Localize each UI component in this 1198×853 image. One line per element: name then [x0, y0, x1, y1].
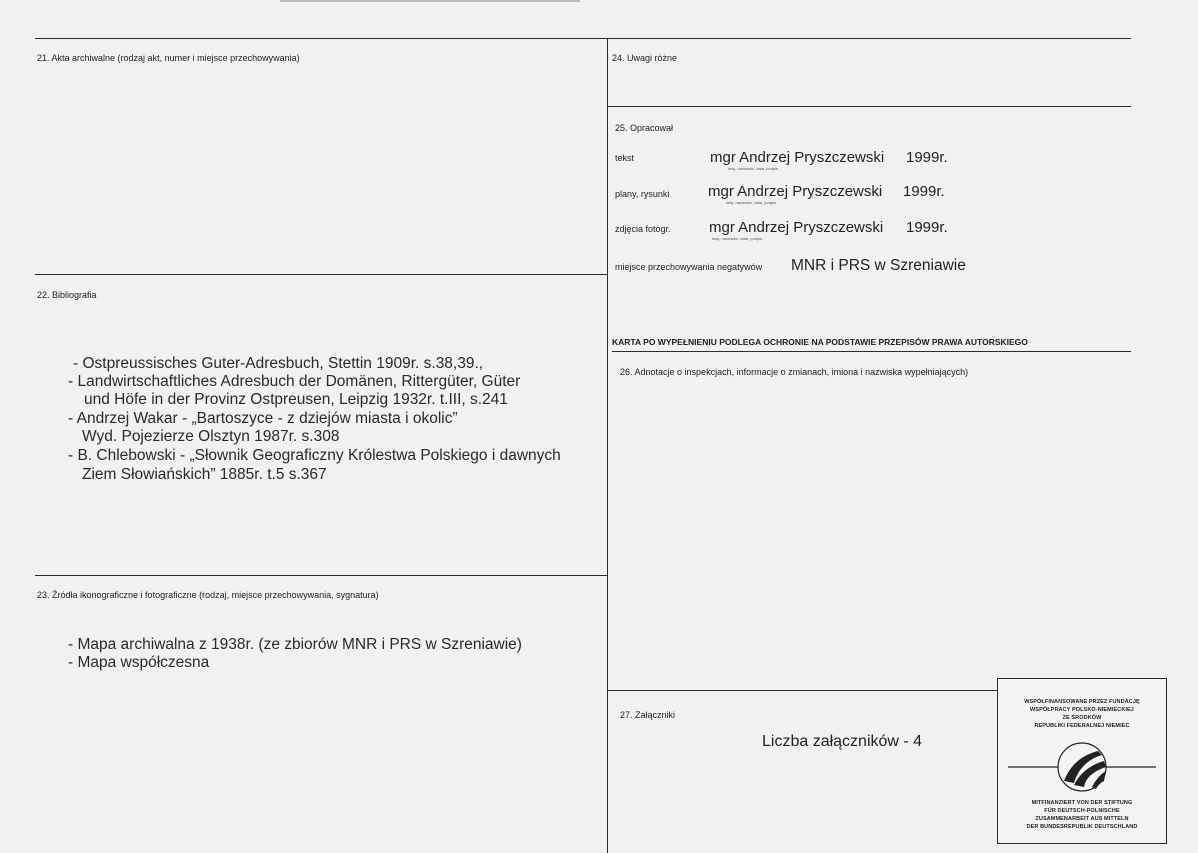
- copyright-notice: KARTA PO WYPEŁNIENIU PODLEGA OCHRONIE NA PODSTAWIE PRZEPISÓW PRAWA AUTORSKIEGO: [612, 337, 1028, 347]
- author-row-label: zdjęcia fotogr.: [615, 224, 671, 234]
- right-divider-copyright: [612, 351, 1131, 352]
- author-sublabel: imię, nazwisko, data, podpis: [726, 200, 777, 205]
- stamp-text-de: MITFINANZIERT VON DER STIFTUNG: [1031, 800, 1133, 806]
- stamp-text-de: FÜR DEUTSCH-POLNISCHE: [1044, 808, 1120, 814]
- negatives-location: MNR i PRS w Szreniawie: [791, 257, 966, 274]
- bibliography-line: und Höfe in der Provinz Ostpreusen, Leipzig 1932r. t.III, s.241: [84, 391, 508, 408]
- top-border: [35, 38, 1131, 39]
- right-divider-24-25: [607, 106, 1131, 107]
- author-name: mgr Andrzej Pryszczewski: [709, 219, 884, 236]
- author-sublabel: imię, nazwisko, data, podpis: [728, 166, 779, 171]
- bibliography-line: Ziem Słowiańskich” 1885r. t.5 s.367: [82, 466, 327, 483]
- stamp-text-de: DER BUNDESREPUBLIK DEUTSCHLAND: [1026, 824, 1138, 830]
- top-edge-mark: [280, 0, 580, 2]
- section-22-label: 22. Bibliografia: [37, 290, 97, 300]
- stamp-text-de: ZUSAMMENARBEIT AUS MITTELN: [1035, 816, 1129, 822]
- author-row-label: tekst: [615, 153, 635, 163]
- section-24-label: 24. Uwagi różne: [612, 53, 678, 63]
- bibliography-line: Wyd. Pojezierze Olsztyn 1987r. s.308: [82, 428, 340, 445]
- section-23-label: 23. Źródła ikonograficzne i fotograficzne (rodzaj, miejsce przechowywania, sygnatura): [37, 590, 379, 600]
- negatives-label: miejsce przechowywania negatywów: [615, 262, 763, 272]
- section-27-label: 27. Załączniki: [620, 710, 676, 720]
- author-year: 1999r.: [903, 183, 945, 200]
- foundation-stamp: [997, 678, 1167, 844]
- bibliography-line: - Ostpreussisches Guter-Adresbuch, Stettin 1909r. s.38,39.,: [73, 355, 484, 372]
- author-row-label: plany, rysunki: [615, 189, 670, 199]
- center-divider: [607, 38, 608, 853]
- left-divider-21-22: [35, 274, 608, 275]
- bibliography-line: - Andrzej Wakar - „Bartoszyce - z dziejów miasta i okolic”: [68, 410, 458, 427]
- right-divider-27: [607, 690, 997, 691]
- author-name: mgr Andrzej Pryszczewski: [708, 183, 883, 200]
- section-21-label: 21. Akta archiwalne (rodzaj akt, numer i miejsce przechowywania): [37, 53, 300, 63]
- author-year: 1999r.: [906, 219, 948, 236]
- stamp-text-pl: REPUBLIKI FEDERALNEJ NIEMIEC: [1034, 723, 1130, 729]
- stamp-text-pl: WSPÓŁFINANSOWANE PRZEZ FUNDACJĘ: [1024, 699, 1140, 705]
- stamp-text-pl: ZE ŚRODKÓW: [1062, 715, 1102, 721]
- attachments-count: Liczba załączników - 4: [762, 733, 923, 750]
- author-sublabel: imię, nazwisko, data, podpis: [712, 236, 763, 241]
- stamp-text-pl: WSPÓŁPRACY POLSKO-NIEMIECKIEJ: [1030, 707, 1134, 713]
- author-year: 1999r.: [906, 149, 948, 166]
- bibliography-line: - Landwirtschaftliches Adresbuch der Domänen, Rittergüter, Güter: [68, 373, 521, 390]
- section-25-label: 25. Opracował: [615, 123, 674, 133]
- iconographic-line: - Mapa archiwalna z 1938r. (ze zbiorów MNR i PRS w Szreniawie): [68, 636, 522, 653]
- left-divider-22-23: [35, 575, 608, 576]
- author-name: mgr Andrzej Pryszczewski: [710, 149, 885, 166]
- bibliography-line: - B. Chlebowski - „Słownik Geograficzny Królestwa Polskiego i dawnych: [68, 447, 561, 464]
- section-26-label: 26. Adnotacje o inspekcjach, informacje o zmianach, imiona i nazwiska wypełniających): [620, 367, 969, 377]
- iconographic-line: - Mapa współczesna: [68, 654, 210, 671]
- foundation-logo-icon: [998, 737, 1166, 797]
